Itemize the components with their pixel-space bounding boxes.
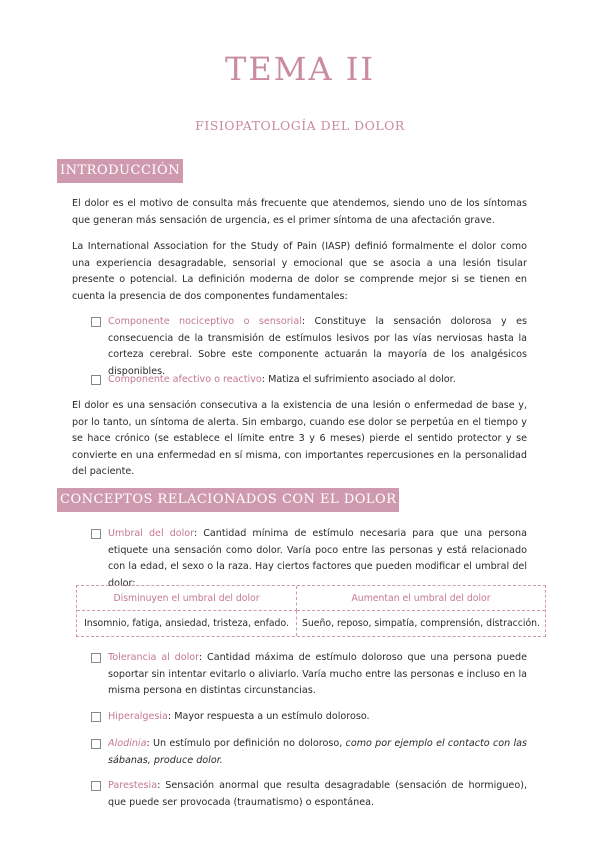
term-definition: : Un estímulo por definición no doloroso, [146,738,343,749]
list-item-hiperalgesia [92,709,527,726]
term-definition: : Constituye la sensación dolorosa y es consecuencia de la transmisión de estímulos lesivos por las vías nerviosas hasta la corteza cerebral. Sobre este componente actuarán la mayoría de los analgésicos disponibles. [108,316,527,377]
intro-paragraph-3: El dolor es una sensación consecutiva a la existencia de una lesión o enfermedad de base y, por lo tanto, un síntoma de alerta. Sin embargo, cuando ese dolor se perpetúa en el tiempo y se hace crónico (se establece el límite entre 3 y 6 meses) pierde el sentido protector y se convierte en una enfermedad en sí misma, con importantes repercusiones en la personalidad del paciente. [72,400,527,477]
checkbox-icon[interactable] [91,712,101,722]
intro-paragraph-1: El dolor es el motivo de consulta más frecuente que atendemos, siendo uno de los síntomas que generan más sensación de urgencia, es el primer síntoma de una afectación grave. [72,198,527,226]
table-cell-aumentan: Sueño, reposo, simpatía, comprensión, distracción. [301,618,541,629]
list-item-alodinia [92,736,527,769]
term-label: Hiperalgesia [108,711,168,722]
checkbox-icon[interactable] [91,375,101,385]
term-definition: : Cantidad mínima de estímulo necesaria para que una persona etiquete una sensación como dolor. Varía poco entre las personas y está relacionado con la edad, el sexo o la raza. Hay ciertos factores que pueden modificar el umbral del dolor: [108,528,527,589]
checkbox-icon[interactable] [91,529,101,539]
term-label: Componente afectivo o reactivo [108,374,262,385]
checkbox-icon[interactable] [91,781,101,791]
list-item-tolerancia [92,650,527,700]
checkbox-icon[interactable] [91,739,101,749]
term-label: Parestesia [108,780,158,791]
term-example: como por ejemplo el contacto con las sábanas, produce dolor. [108,738,527,766]
term-label: Alodinia [108,738,147,749]
intro-paragraph-2: La International Association for the Study of Pain (IASP) definió formalmente el dolor como una experiencia desagradable, sensorial y emocional que se asocia a una lesión tisular presente o potencial. La definición moderna de dolor se comprende mejor si se tienen en cuenta la presencia de dos componentes fundamentales: [72,241,527,302]
page-title: TEMA II [224,50,376,88]
list-item-umbral-del-dolor [92,526,527,592]
term-definition: : Sensación anormal que resulta desagradable (sensación de hormigueo), que puede ser provocada (traumatismo) o espontánea. [108,780,527,808]
umbral-table [76,585,546,637]
section-heading-introduccion: INTRODUCCIÓN [57,159,183,183]
list-item-componente-afectivo [92,372,527,389]
table-header-aumentan: Aumentan el umbral del dolor [297,586,545,611]
term-definition: : Cantidad máxima de estímulo doloroso que una persona puede soportar sin intentar evitarlo o aliviarlo. Varía mucho entre las personas e incluso en la misma persona en distintas circunstancias. [108,652,527,696]
term-label: Tolerancia al dolor [108,652,199,663]
checkbox-icon[interactable] [91,653,101,663]
section-heading-conceptos: CONCEPTOS RELACIONADOS CON EL DOLOR [57,488,399,512]
term-definition: : Mayor respuesta a un estímulo doloroso. [167,711,370,722]
list-item-parestesia [92,778,527,811]
term-label: Umbral del dolor [108,528,194,539]
table-cell-disminuyen: Insomnio, fatiga, ansiedad, tristeza, enfado. [77,611,297,636]
list-item-componente-nociceptivo [92,314,527,380]
checkbox-icon[interactable] [91,317,101,327]
term-definition: : Matiza el sufrimiento asociado al dolor. [261,374,456,385]
page-subtitle: FISIOPATOLOGÍA DEL DOLOR [195,118,405,133]
table-header-disminuyen: Disminuyen el umbral del dolor [77,586,297,611]
term-label: Componente nociceptivo o sensorial [108,316,302,327]
